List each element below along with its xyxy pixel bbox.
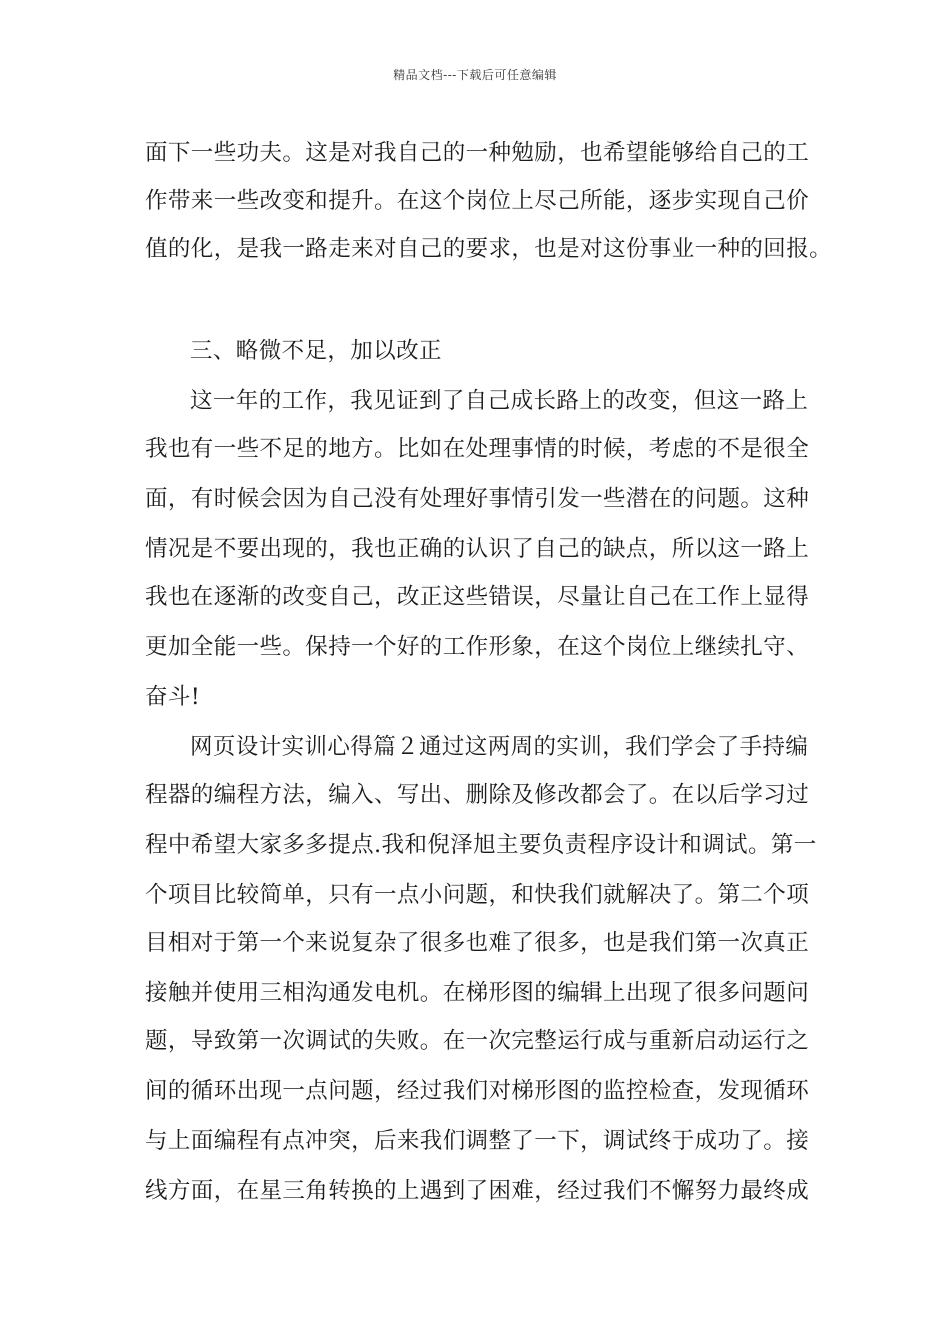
text-line: 我也在逐渐的改变自己，改正这些错误，尽量让自己在工作上显得 xyxy=(145,584,810,610)
text-line: 与上面编程有点冲突，后来我们调整了一下，调试终于成功了。接 xyxy=(145,1128,810,1154)
text-line: 间的循环出现一点问题，经过我们对梯形图的监控检查，发现循环 xyxy=(145,1078,810,1104)
text-line: 目相对于第一个来说复杂了很多也难了很多，也是我们第一次真正 xyxy=(145,930,810,956)
text-line: 题，导致第一次调试的失败。在一次完整运行成与重新启动运行之 xyxy=(145,1028,810,1054)
text-line: 程中希望大家多多提点.我和倪泽旭主要负责程序设计和调试。第一 xyxy=(145,832,817,858)
text-line: 网页设计实训心得篇２通过这两周的实训，我们学会了手持编 xyxy=(190,734,809,760)
text-line: 情况是不要出现的，我也正确的认识了自己的缺点，所以这一路上 xyxy=(145,536,810,562)
text-line: 我也有一些不足的地方。比如在处理事情的时候，考虑的不是很全 xyxy=(145,436,810,462)
text-line: 面下一些功夫。这是对我自己的一种勉励，也希望能够给自己的工 xyxy=(145,140,810,166)
text-line: 更加全能一些。保持一个好的工作形象，在这个岗位上继续扎守、 xyxy=(145,634,810,660)
page-header: 精品文档---下载后可任意编辑 xyxy=(393,68,557,82)
text-line: 程器的编程方法，编入、写出、删除及修改都会了。在以后学习过 xyxy=(145,782,810,808)
text-line: 奋斗! xyxy=(145,684,201,710)
section-heading: 三、略微不足，加以改正 xyxy=(190,338,442,364)
text-line: 线方面，在星三角转换的上遇到了困难，经过我们不懈努力最终成 xyxy=(145,1178,810,1204)
text-line: 作带来一些改变和提升。在这个岗位上尽己所能，逐步实现自己价 xyxy=(145,188,810,214)
text-line: 接触并使用三相沟通发电机。在梯形图的编辑上出现了很多问题问 xyxy=(145,980,810,1006)
text-line: 值的化，是我一路走来对自己的要求，也是对这份事业一种的回报。 xyxy=(145,236,833,262)
text-line: 这一年的工作，我见证到了自己成长路上的改变，但这一路上 xyxy=(190,388,809,414)
text-line: 个项目比较简单，只有一点小问题，和快我们就解决了。第二个项 xyxy=(145,882,810,908)
text-line: 面，有时候会因为自己没有处理好事情引发一些潜在的问题。这种 xyxy=(145,486,810,512)
